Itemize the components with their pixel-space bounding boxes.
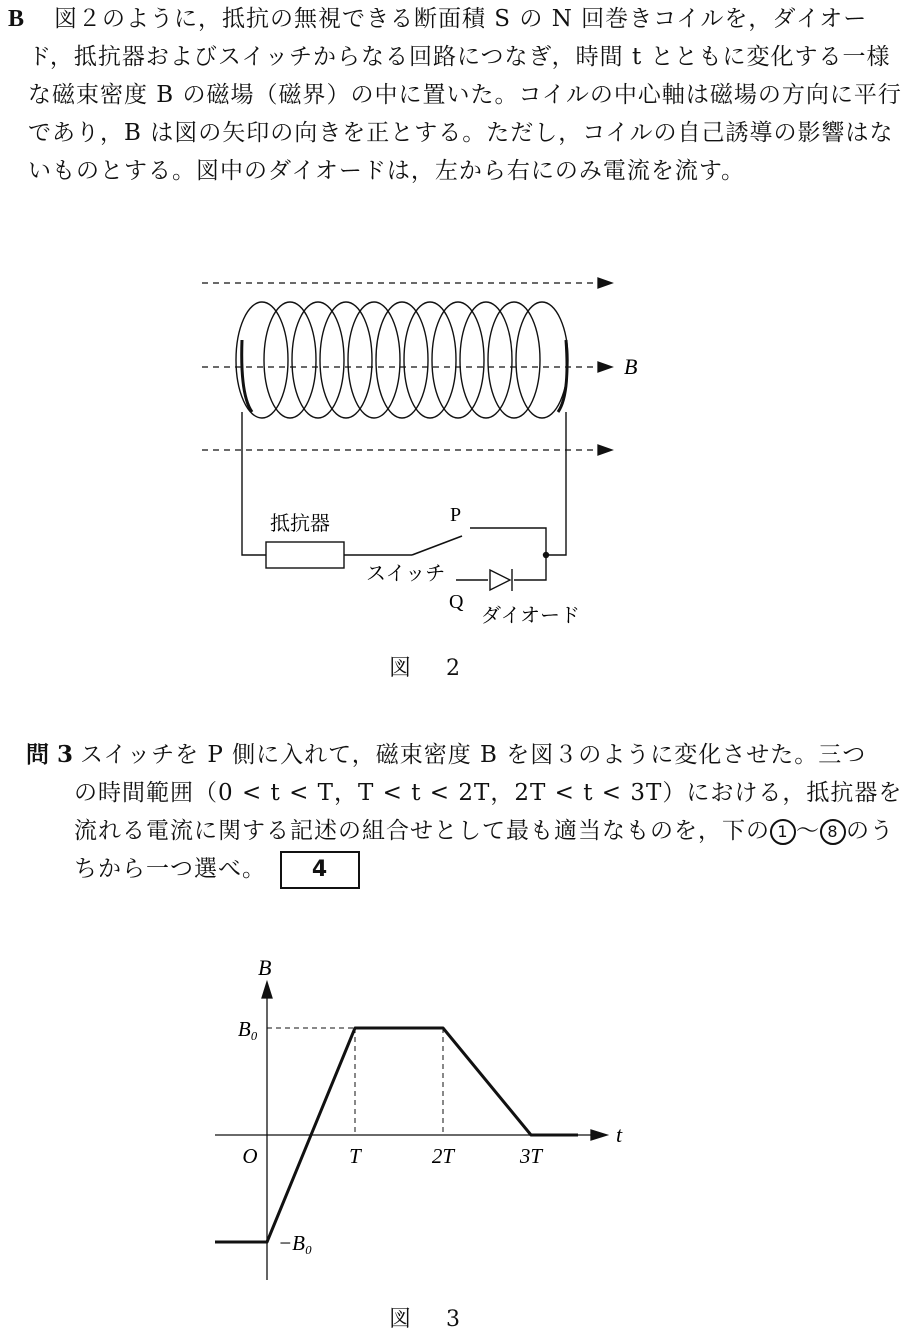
field-label: B [624,354,638,379]
intro-text [28,0,902,190]
question-line [74,850,870,889]
y-tick-label: −B₀ [278,1231,313,1255]
question-line: スイッチを P 側に入れて，磁束密度 B を図３のように変化させた。三つ [80,742,867,768]
terminal-p-label: P [450,504,462,526]
question-line [74,812,894,850]
diode [490,569,512,591]
coil [236,302,568,418]
intro-line: いものとする。図中のダイオードは，左から右にのみ電流を流す。 [28,158,746,184]
x-tick-label: 2T [431,1144,455,1168]
choice-first-badge: 1 [770,819,796,845]
resistor-label: 抵抗器 [270,513,330,535]
junction-dot [543,552,549,558]
intro-line: 図２のように，抵抗の無視できる断面積 S の N 回巻きコイルを，ダイオー [54,6,868,32]
x-axis-arrow [591,1130,607,1140]
x-tick-label: 3T [519,1144,543,1168]
question-line-text: ちから一つ選べ。 [74,856,266,882]
answer-box[interactable]: 4 [280,851,360,889]
choice-last-badge: 8 [820,819,846,845]
y-tick-label: B₀ [237,1017,258,1041]
figure-2-circuit [0,250,877,650]
switch-label: スイッチ [366,563,446,585]
terminal-q-label: Q [449,591,464,613]
x-tick-label: O [242,1144,258,1168]
figure-2-caption: 図 2 [389,656,474,681]
question-3-text [74,736,902,889]
intro-line: であり，B は図の矢印の向きを正とする。ただし，コイルの自己誘導の影響はな [28,120,894,146]
y-axis-label: B [258,955,272,980]
intro-line: ド，抵抗器およびスイッチからなる回路につなぎ，時間 t とともに変化する一様 [28,44,891,70]
section-label: B [8,6,25,32]
y-axis-arrow [262,982,272,998]
x-tick-label: T [349,1144,361,1168]
resistor [266,542,344,568]
intro-line: な磁束密度 B の磁場（磁界）の中に置いた。コイルの中心軸は磁場の方向に平行 [28,82,902,108]
figure-3-caption: 図 3 [389,1307,474,1332]
x-axis-label: t [616,1122,623,1147]
figure-3-graph [0,950,877,1290]
choice-separator: ～ [796,818,820,844]
question-line-text: 流れる電流に関する記述の組合せとして最も適当なものを，下の [74,818,770,844]
question-line-tail: のう [846,818,894,844]
diode-label: ダイオード [481,605,580,627]
question-label: 問 3 [26,741,74,768]
question-line: の時間範囲（0 < t < T，T < t < 2T，2T < t < 3T）における，抵抗器を [74,780,902,806]
